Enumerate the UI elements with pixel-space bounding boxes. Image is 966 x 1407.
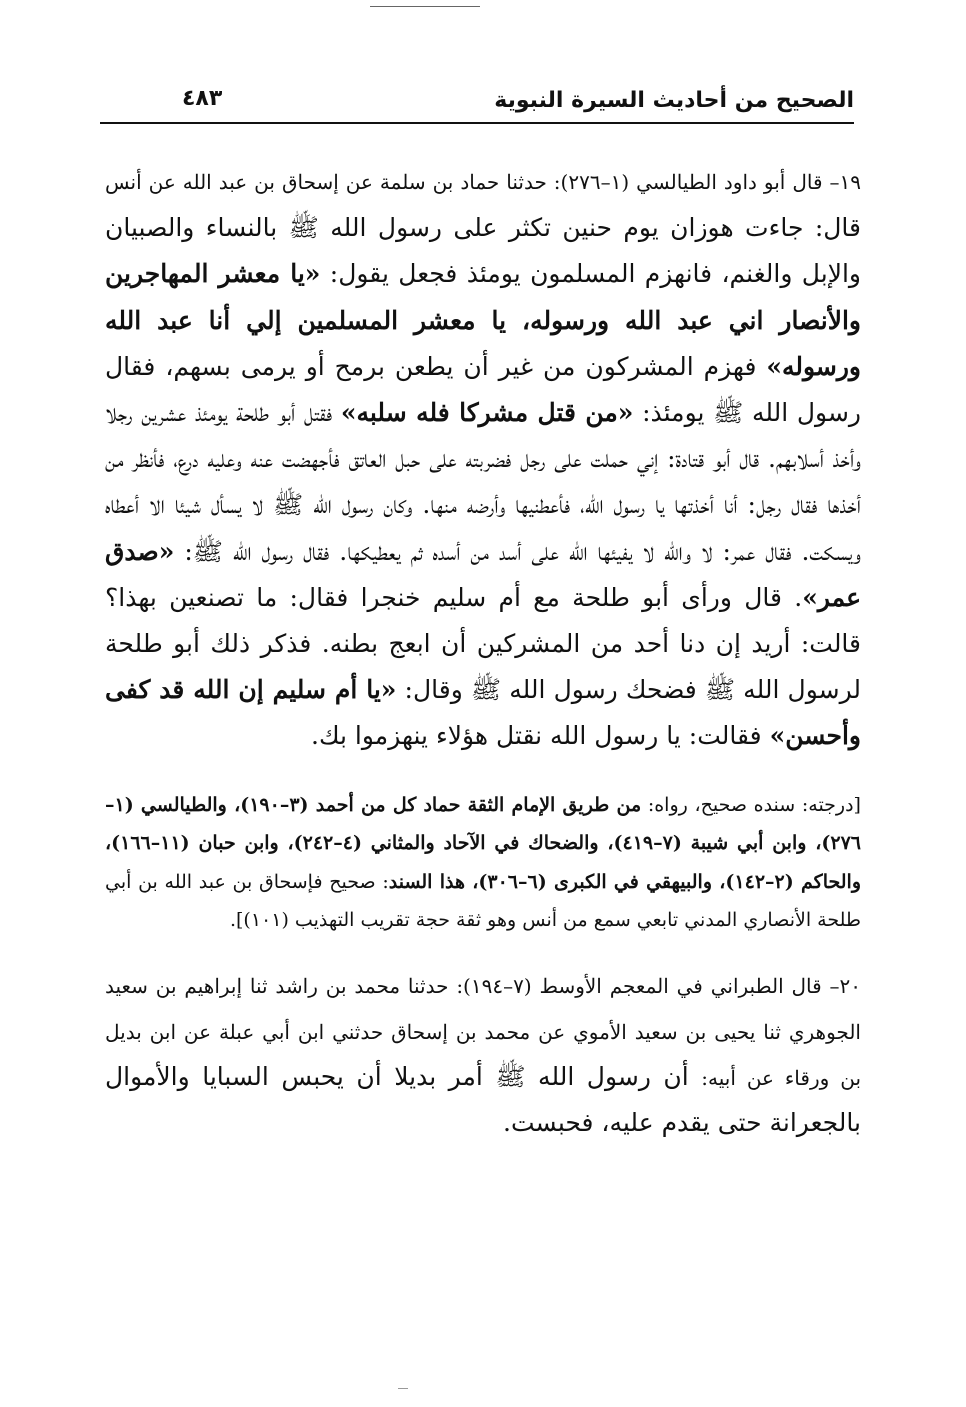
page-body <box>105 158 861 1146</box>
hadith-19-grading <box>105 786 861 940</box>
hadith-19 <box>105 158 861 760</box>
hadith-19-isnad: ١٩– قال أبو داود الطيالسي (١–٢٧٦): حدثنا حماد بن سلمة عن إسحاق بن عبد الله عن أنس <box>105 170 861 194</box>
grading-sources: من طريق الإمام الثقة حماد كل من أحمد (٣–١٩٠)، والطيالسي (١–٢٧٦)، وابن أبي شيبة (٧–٤١٩)، والضحاك في الآحاد والمثاني (٤–٢٤٢)، وابن حبان (١١–١٦٦)، والحاكم (٢–١٤٢)، والبيهقي في الكبرى (٦–٣٠٦)، هذا السند <box>105 793 861 893</box>
hadith-19-quote-3: «صدق عمر» <box>105 536 861 612</box>
hadith-19-text-1: قال: جاءت هوزان يوم حنين تكثر على رسول الله ﷺ بالنساء والصبيان والإبل والغنم، فانهزم المسلمون يومئذ فجعل يقول: <box>105 213 861 289</box>
hadith-19-quote-1: «يا معشر المهاجرين والأنصار اني عبد الله ورسوله، يا معشر المسلمين إلي أنا عبد الله ورسوله» <box>105 259 861 381</box>
hadith-19-text-3: فقتل أبو طلحة يومئذ عشرين رجلا وأخذ أسلابهم. قال أبو قتادة: إني حملت على رجل فضربته على حبل العاتق فأجهضت عنه وعليه درع، فأنظر من أخذها فقال رجل: أنا أخذتها يا رسول الله، فأعطنيها وأرضه منها. وكان رسول الله ﷺ لا يسأل شيئا الا أعطاه ويسكت. فقال عمر: لا والله لا يفيئها الله على أسد من أسده ثم يعطيكها. فقال رسول الله ﷺ: <box>105 398 861 566</box>
grading-text-2: : صحيح فإسحاق بن عبد الله بن أبي طلحة الأنصاري المدني تابعي سمع من أنس وهو ثقة حجة تقريب التهذيب (١٠١)]. <box>105 870 861 932</box>
hadith-20-text-1: أن رسول الله ﷺ أمر بديلا أن يحبس السبايا والأموال بالجعرانة حتى يقدم عليه، فحبست. <box>105 1061 861 1137</box>
hadith-19-text-4: . قال ورأى أبو طلحة مع أم سليم خنجرا فقال: ما تصنعين بهذا؟ قالت: أريد إن دنا أحد من المشركين أن ابعج بطنه. فذكر ذلك أبو طلحة لرسول الله ﷺ فضحك رسول الله ﷺ وقال: <box>105 582 861 705</box>
grading-label: [درجته: <box>801 793 861 816</box>
hadith-20 <box>105 962 861 1146</box>
hadith-19-text-2: فهزم المشركون من غير أن يطعن برمح أو يرمى بسهم، فقال رسول الله ﷺ يومئذ: <box>105 351 861 428</box>
hadith-19-text-5: فقالت: يا رسول الله نقتل هؤلاء ينهزموا بك. <box>311 721 770 751</box>
hadith-19-quote-4: «يا أم سليم إن الله قد كفى وأحسن» <box>105 675 861 751</box>
running-title: الصحيح من أحاديث السيرة النبوية <box>494 88 854 113</box>
hadith-19-quote-2: «من قتل مشركا فله سلبه» <box>340 398 634 428</box>
grading-text-1: سنده صحيح، رواه: <box>641 793 802 816</box>
top-edge-line <box>370 6 480 7</box>
page-header <box>100 84 854 130</box>
page-number: ٤٨٣ <box>172 86 232 111</box>
hadith-20-isnad: ٢٠– قال الطبراني في المعجم الأوسط (٧–١٩٤): حدثنا محمد بن راشد ثنا إبراهيم بن سعيد الجوهري ثنا يحيى بن سعيد الأموي عن محمد بن إسحاق حدثني ابن أبي عبلة عن ابن بديل بن ورقاء عن أبيه: <box>105 973 862 1090</box>
bottom-mark <box>398 1388 408 1389</box>
header-rule <box>100 122 854 124</box>
